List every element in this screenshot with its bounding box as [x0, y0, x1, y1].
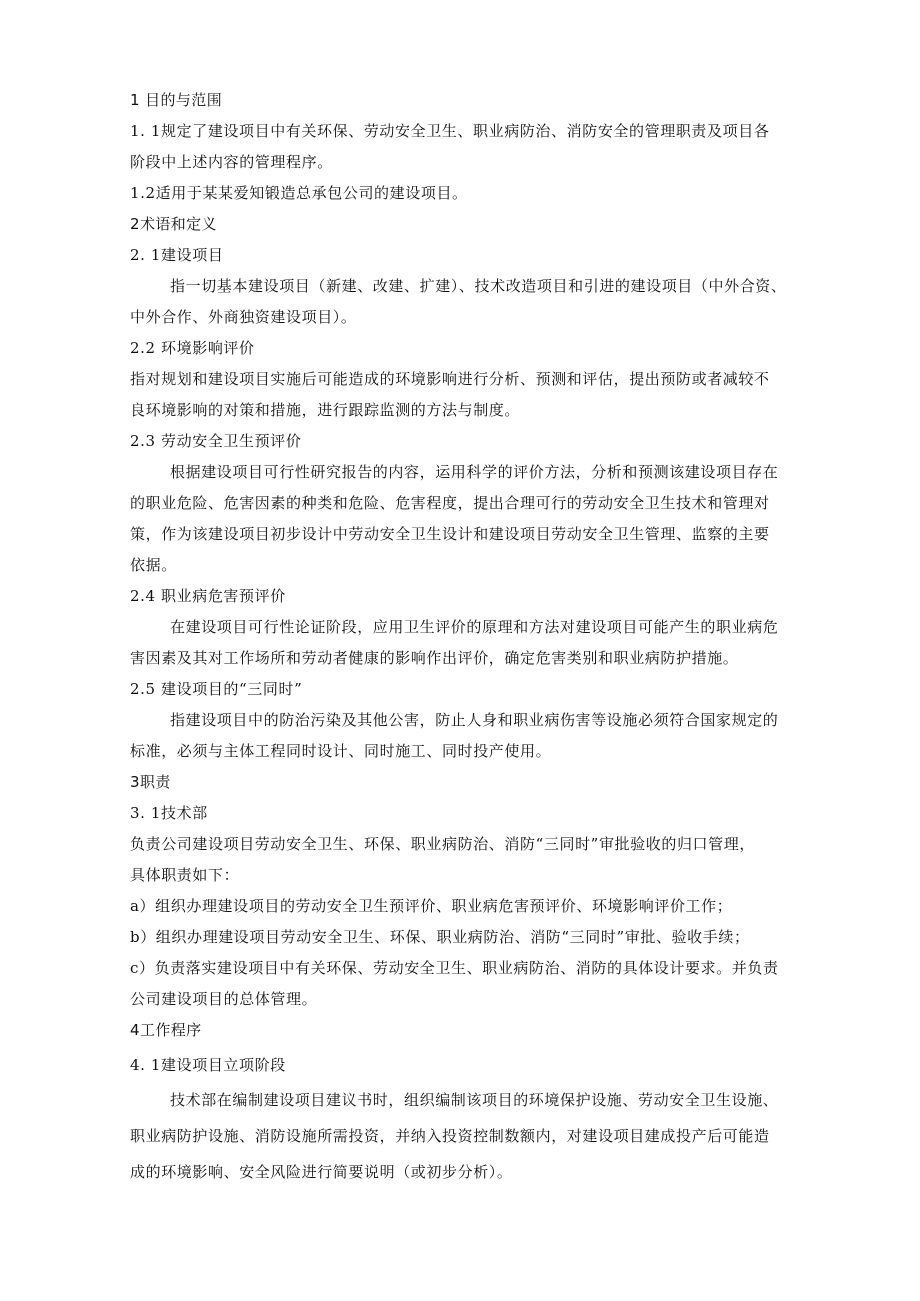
paragraph-line: 具体职责如下：	[130, 866, 240, 884]
paragraph-line: 策，作为该建设项目初步设计中劳动安全卫生设计和建设项目劳动安全卫生管理、监察的主要	[130, 525, 770, 543]
paragraph-line: 指建设项目中的防治污染及其他公害，防止人身和职业病伤害等设施必须符合国家规定的	[170, 711, 779, 729]
section-heading-4: 4工作程序	[130, 1021, 202, 1039]
paragraph-line: 公司建设项目的总体管理。	[130, 990, 318, 1008]
section-heading-3: 3职责	[130, 773, 171, 791]
paragraph-line: 指一切基本建设项目（新建、改建、扩建）、技术改造项目和引进的建设项目（中外合资、	[170, 277, 787, 295]
subsection-heading: 2.4 职业病危害预评价	[130, 587, 286, 605]
subsection-heading: 2.5 建设项目的“三同时”	[130, 680, 303, 698]
paragraph-line: 1. 1规定了建设项目中有关环保、劳动安全卫生、职业病防治、消防安全的管理职责及项目各	[130, 122, 770, 140]
paragraph-line: 良环境影响的对策和措施，进行跟踪监测的方法与制度。	[130, 401, 521, 419]
paragraph-line: 指对规划和建设项目实施后可能造成的环境影响进行分析、预测和评估，提出预防或者减较不	[130, 370, 770, 388]
paragraph-line: 成的环境影响、安全风险进行简要说明（或初步分析）。	[130, 1163, 513, 1181]
paragraph-line: 阶段中上述内容的管理程序。	[130, 153, 333, 171]
section-heading-1: 1 目的与范围	[130, 91, 223, 109]
list-item: b）组织办理建设项目劳动安全卫生、环保、职业病防治、消防“三同时”审批、验收手续；	[130, 928, 750, 946]
paragraph-line: 中外合作、外商独资建设项目）。	[130, 308, 357, 326]
paragraph-line: 根据建设项目可行性研究报告的内容，运用科学的评价方法，分析和预测该建设项目存在	[170, 463, 779, 481]
paragraph-line: 的职业危险、危害因素的种类和危险、危害程度，提出合理可行的劳动安全卫生技术和管理对	[130, 494, 770, 512]
section-heading-2: 2术语和定义	[130, 215, 217, 233]
paragraph-line: 技术部在编制建设项目建议书时，组织编制该项目的环境保护设施、劳动安全卫生设施、	[170, 1091, 779, 1109]
list-item: c）负责落实建设项目中有关环保、劳动安全卫生、职业病防治、消防的具体设计要求。并负责	[130, 959, 779, 977]
paragraph-line: 1.2适用于某某爱知锻造总承包公司的建设项目。	[130, 184, 468, 202]
subsection-heading: 2.2 环境影响评价	[130, 339, 255, 357]
paragraph-line: 害因素及其对工作场所和劳动者健康的影响作出评价，确定危害类别和职业病防护措施。	[130, 649, 739, 667]
paragraph-line: 在建设项目可行性论证阶段，应用卫生评价的原理和方法对建设项目可能产生的职业病危	[170, 618, 779, 636]
subsection-heading: 3. 1技术部	[130, 804, 208, 822]
subsection-heading: 2.3 劳动安全卫生预评价	[130, 432, 302, 450]
paragraph-line: 依据。	[130, 556, 177, 574]
subsection-heading: 2. 1建设项目	[130, 246, 224, 264]
paragraph-line: 职业病防护设施、消防设施所需投资，并纳入投资控制数额内，对建设项目建成投产后可能造	[130, 1127, 770, 1145]
paragraph-line: 标准，必须与主体工程同时设计、同时施工、同时投产使用。	[130, 742, 552, 760]
list-item: a）组织办理建设项目的劳动安全卫生预评价、职业病危害预评价、环境影响评价工作；	[130, 897, 733, 915]
paragraph-line: 负责公司建设项目劳动安全卫生、环保、职业病防治、消防“三同时”审批验收的归口管理，	[130, 835, 755, 853]
subsection-heading: 4. 1建设项目立项阶段	[130, 1056, 286, 1074]
